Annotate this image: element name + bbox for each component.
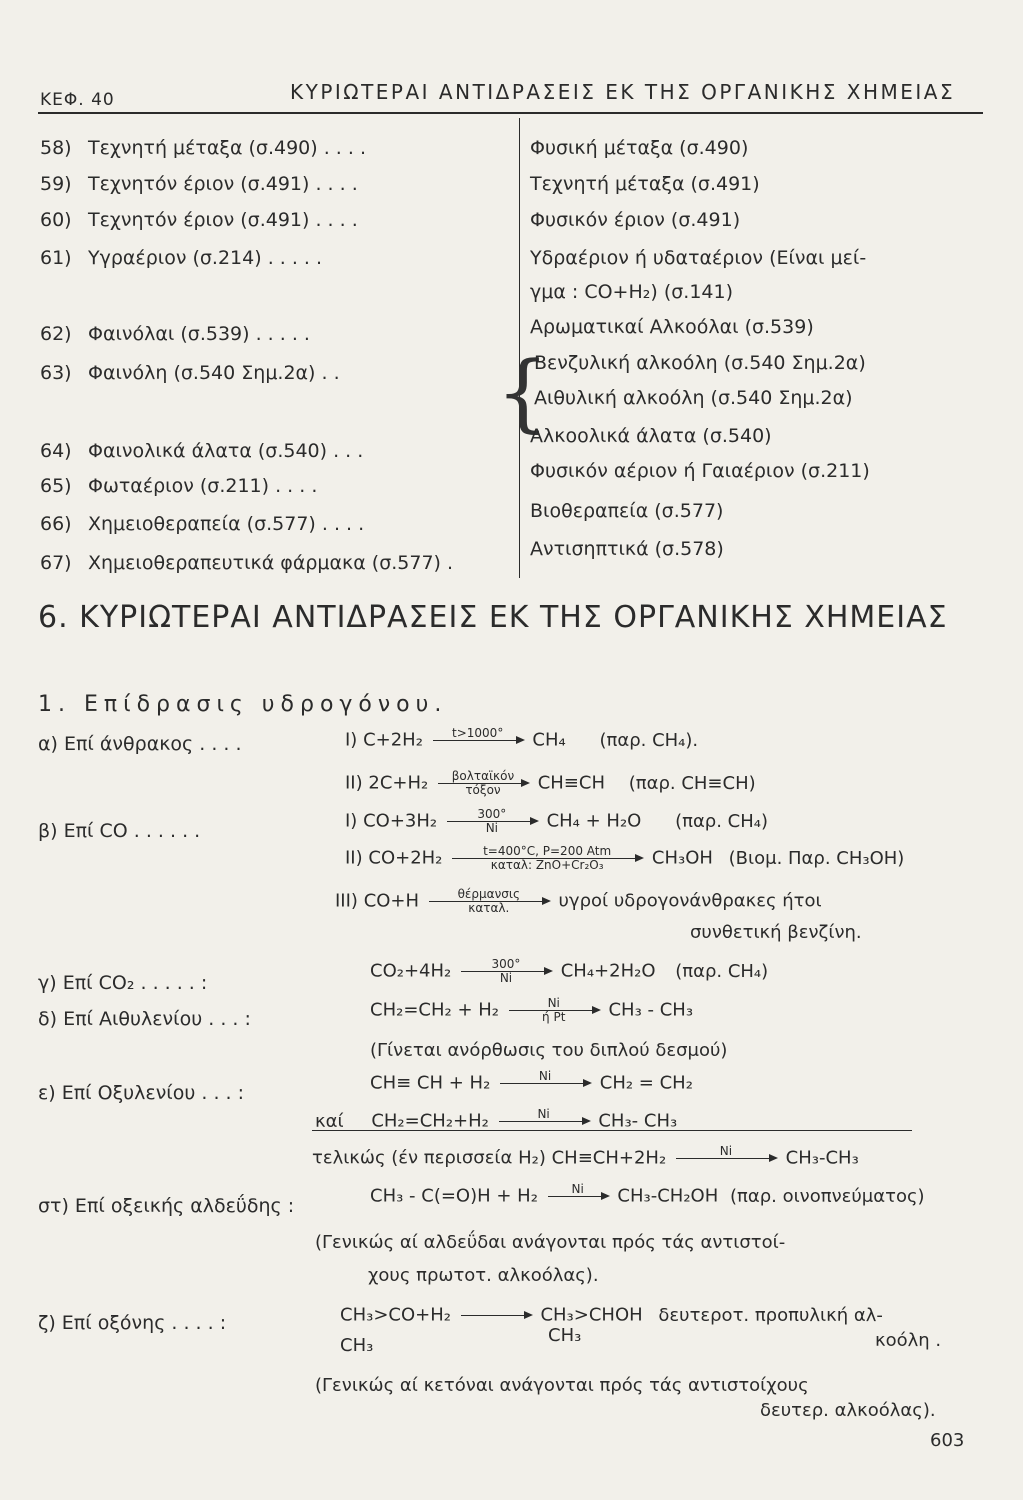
reaction-arrow — [509, 997, 599, 1024]
note-ketones: (Γενικώς αί κετόναι ανάγονται πρός τάς αντιστοίχους — [315, 1375, 809, 1396]
reaction-f — [370, 1183, 925, 1210]
condition: Ni — [547, 996, 560, 1010]
reaction-arrow — [433, 727, 523, 754]
summation-rule — [312, 1130, 912, 1131]
note: (παρ. CH₄) — [675, 810, 769, 832]
products: CH₄ + H₂O — [546, 810, 642, 832]
roman-numeral: II) — [345, 847, 363, 869]
condition: 300° — [477, 807, 507, 821]
glossary-right-63b: Αιθυλική αλκοόλη (σ.540 Σημ.2α) — [534, 387, 853, 409]
glossary-right-62: Αρωματικαί Αλκοόλαι (σ.539) — [530, 316, 814, 338]
label-co2: γ) Επί CO₂ . . . . . : — [38, 972, 208, 994]
reactants: CH₂=CH₂+H₂ — [371, 1110, 489, 1132]
reaction-g — [340, 1302, 883, 1329]
condition: καταλ: ZnO+Cr₂O₃ — [490, 858, 604, 872]
note: (παρ. CH₄) — [675, 960, 769, 982]
glossary-num: 67) — [40, 552, 72, 574]
glossary-left-text: Φωταέριον (σ.211) — [88, 475, 270, 497]
reaction-arrow — [438, 770, 528, 797]
reaction-arrow — [447, 808, 537, 835]
reactants: CH₃>CO+H₂ — [340, 1304, 451, 1326]
glossary-right-58: Φυσική μέταξα (σ.490) — [530, 137, 749, 159]
glossary-num: 61) — [40, 247, 72, 269]
reaction-e3 — [312, 1145, 859, 1172]
condition: Ni — [499, 971, 513, 985]
reactants: CO₂+4H₂ — [370, 960, 452, 982]
note-double-bond: (Γίνεται ανόρθωσις του διπλού δεσμού) — [370, 1040, 728, 1061]
reaction-arrow — [452, 845, 642, 872]
glossary-num: 63) — [40, 362, 72, 384]
subsection-title: 1. Επίδρασις υδρογόνου. — [38, 692, 448, 717]
products: CH₄+2H₂O — [560, 960, 656, 982]
roman-numeral: III) — [335, 890, 358, 912]
condition: Ni — [485, 821, 498, 835]
glossary-left-67: 67) Χημειοθεραπευτικά φάρμακα (σ.577) . — [40, 552, 454, 574]
products: CH≡CH — [537, 772, 605, 794]
products: CH₃- CH₃ — [598, 1110, 678, 1132]
note-ketones-cont: δευτερ. αλκοόλας). — [760, 1400, 936, 1421]
glossary-right-61-cont: γμα : CO+H₂) (σ.141) — [530, 281, 734, 303]
glossary-left-text: Φαινολικά άλατα (σ.540) — [88, 440, 328, 462]
label-acetone: ζ) Επί οξόνης . . . . : — [38, 1312, 227, 1334]
glossary-num: 58) — [40, 137, 72, 159]
glossary-left-text: Χημειοθεραπευτικά φάρμακα (σ.577) — [88, 552, 441, 574]
glossary-right-66: Βιοθεραπεία (σ.577) — [530, 500, 724, 522]
glossary-left-text: Τεχνητόν έριον (σ.491) — [88, 209, 310, 231]
prefix: καί — [315, 1110, 344, 1132]
note: (παρ. CH≡CH) — [628, 772, 756, 794]
note: δευτεροτ. προπυλική αλ- — [658, 1304, 883, 1326]
reaction-b1 — [345, 808, 768, 835]
glossary-right-64: Αλκοολικά άλατα (σ.540) — [530, 425, 772, 447]
glossary-left-64: 64) Φαινολικά άλατα (σ.540) . . . — [40, 440, 364, 462]
glossary-left-text: Φαινόλη (σ.540 Σημ.2α) — [88, 362, 316, 384]
glossary-right-60: Φυσικόν έριον (σ.491) — [530, 209, 741, 231]
note: (Βιομ. Παρ. CH₃OH) — [728, 847, 905, 869]
glossary-left-text: Τεχνητόν έριον (σ.491) — [88, 173, 310, 195]
condition: t=400°C, P=200 Atm — [483, 844, 612, 858]
condition: Ni — [537, 1107, 550, 1121]
label-co: β) Επί CO . . . . . . — [38, 820, 201, 842]
products: CH₃ - CH₃ — [608, 999, 694, 1021]
chapter-label: ΚΕΦ. 40 — [40, 90, 115, 110]
products: CH₃-CH₂OH — [617, 1185, 719, 1207]
note-aldehydes-cont: χους πρωτοτ. αλκοόλας). — [368, 1265, 599, 1286]
reaction-b2 — [345, 845, 904, 872]
glossary-left-text: Τεχνητή μέταξα (σ.490) — [88, 137, 318, 159]
condition: θέρμανσις — [457, 887, 520, 901]
reactants: CO+H — [363, 890, 420, 912]
reaction-arrow — [461, 958, 551, 985]
note-propyl-cont: κοόλη . — [875, 1330, 942, 1351]
roman-numeral: II) — [345, 772, 363, 794]
condition: Ni — [538, 1069, 552, 1083]
label-ethylene: δ) Επί Αιθυλενίου . . . : — [38, 1008, 251, 1030]
glossary-right-61: Υδραέριον ή υδαταέριον (Είναι μεί- — [530, 247, 867, 269]
glossary-left-63: 63) Φαινόλη (σ.540 Σημ.2α) . . — [40, 362, 340, 384]
note-synthetic-gasoline: συνθετική βενζίνη. — [690, 922, 862, 943]
note: (παρ. οινοπνεύματος) — [729, 1185, 925, 1207]
glossary-num: 64) — [40, 440, 72, 462]
condition: Ni — [719, 1144, 733, 1158]
products: CH₂ = CH₂ — [599, 1072, 693, 1094]
glossary-left-65: 65) Φωταέριον (σ.211) . . . . — [40, 475, 318, 497]
glossary-left-66: 66) Χημειοθεραπεία (σ.577) . . . . — [40, 513, 365, 535]
glossary-left-59: 59) Τεχνητόν έριον (σ.491) . . . . — [40, 173, 358, 195]
reaction-arrow — [500, 1070, 590, 1097]
reaction-arrow — [676, 1145, 776, 1172]
condition: Ni — [571, 1182, 584, 1196]
glossary-left-61: 61) Υγραέριον (σ.214) . . . . . — [40, 247, 323, 269]
glossary-left-text: Χημειοθεραπεία (σ.577) — [88, 513, 316, 535]
note: (παρ. CH₄). — [599, 729, 699, 751]
condition: βολταϊκόν — [451, 769, 515, 783]
running-title: ΚΥΡΙΩΤΕΡΑΙ ΑΝΤΙΔΡΑΣΕΙΣ ΕΚ ΤΗΣ ΟΡΓΑΝΙΚΗΣ ΧΗΜΕΙΑΣ — [290, 80, 956, 104]
label-carbon: α) Επί άνθρακος . . . . — [38, 733, 242, 755]
glossary-num: 62) — [40, 323, 72, 345]
reactants: CH₂=CH₂ + H₂ — [370, 999, 499, 1021]
note-aldehydes: (Γενικώς αί αλδεΰδαι ανάγονται πρός τάς αντιστοί- — [315, 1232, 786, 1253]
products: CH₃OH — [651, 847, 713, 869]
glossary-left-58: 58) Τεχνητή μέταξα (σ.490) . . . . — [40, 137, 367, 159]
glossary-right-63a: Βενζυλική αλκοόλη (σ.540 Σημ.2α) — [534, 352, 866, 374]
reactants: CO+3H₂ — [363, 810, 438, 832]
products: υγροί υδρογονάνθρακες ήτοι — [558, 890, 822, 912]
glossary-left-62: 62) Φαινόλαι (σ.539) . . . . . — [40, 323, 310, 345]
reaction-arrow — [548, 1183, 608, 1210]
header-rule — [38, 112, 983, 114]
reaction-b3 — [335, 888, 822, 915]
reaction-arrow — [429, 888, 549, 915]
section-title: 6. ΚΥΡΙΩΤΕΡΑΙ ΑΝΤΙΔΡΑΣΕΙΣ ΕΚ ΤΗΣ ΟΡΓΑΝΙΚΗΣ ΧΗΜΕΙΑΣ — [38, 600, 948, 635]
condition: t>1000° — [452, 726, 504, 740]
reactants: CH≡ CH + H₂ — [370, 1072, 491, 1094]
reactants: τελικώς (έν περισσεία H₂) CH≡CH+2H₂ — [312, 1147, 667, 1169]
reactants: CO+2H₂ — [368, 847, 443, 869]
glossary-num: 66) — [40, 513, 72, 535]
reaction-a1 — [345, 727, 698, 754]
label-acetaldehyde: στ) Επί οξεικής αλδεΰδης : — [38, 1195, 295, 1217]
condition: 300° — [491, 957, 521, 971]
glossary-left-text: Φαινόλαι (σ.539) — [88, 323, 250, 345]
products: CH₃-CH₃ — [785, 1147, 859, 1169]
glossary-num: 60) — [40, 209, 72, 231]
label-acetylene: ε) Επί Οξυλενίου . . . : — [38, 1082, 245, 1104]
glossary-right-65: Φυσικόν αέριον ή Γαιαέριον (σ.211) — [530, 460, 870, 482]
condition: ή Pt — [542, 1010, 566, 1024]
condition: καταλ. — [468, 901, 510, 915]
glossary-num: 59) — [40, 173, 72, 195]
roman-numeral: I) — [345, 810, 358, 832]
products: CH₄ — [532, 729, 566, 751]
reaction-arrow — [461, 1302, 531, 1329]
product-methyl-lower: CH₃ — [548, 1325, 582, 1346]
reaction-a2 — [345, 770, 756, 797]
glossary-left-60: 60) Τεχνητόν έριον (σ.491) . . . . — [40, 209, 358, 231]
roman-numeral: I) — [345, 729, 358, 751]
products: CH₃>CHOH — [540, 1304, 643, 1326]
reaction-d — [370, 997, 693, 1024]
page-number: 603 — [930, 1430, 965, 1451]
glossary-right-67: Αντισηπτικά (σ.578) — [530, 538, 724, 560]
condition: τόξον — [465, 783, 501, 797]
curly-brace: { — [496, 343, 550, 441]
reaction-e1 — [370, 1070, 693, 1097]
reactants: C+2H₂ — [363, 729, 423, 751]
glossary-num: 65) — [40, 475, 72, 497]
reactants: CH₃ - C(=O)H + H₂ — [370, 1185, 538, 1207]
reactant-methyl-lower: CH₃ — [340, 1335, 374, 1356]
glossary-right-59: Τεχνητή μέταξα (σ.491) — [530, 173, 760, 195]
reaction-c — [370, 958, 768, 985]
reactants: 2C+H₂ — [368, 772, 429, 794]
glossary-left-text: Υγραέριον (σ.214) — [88, 247, 262, 269]
